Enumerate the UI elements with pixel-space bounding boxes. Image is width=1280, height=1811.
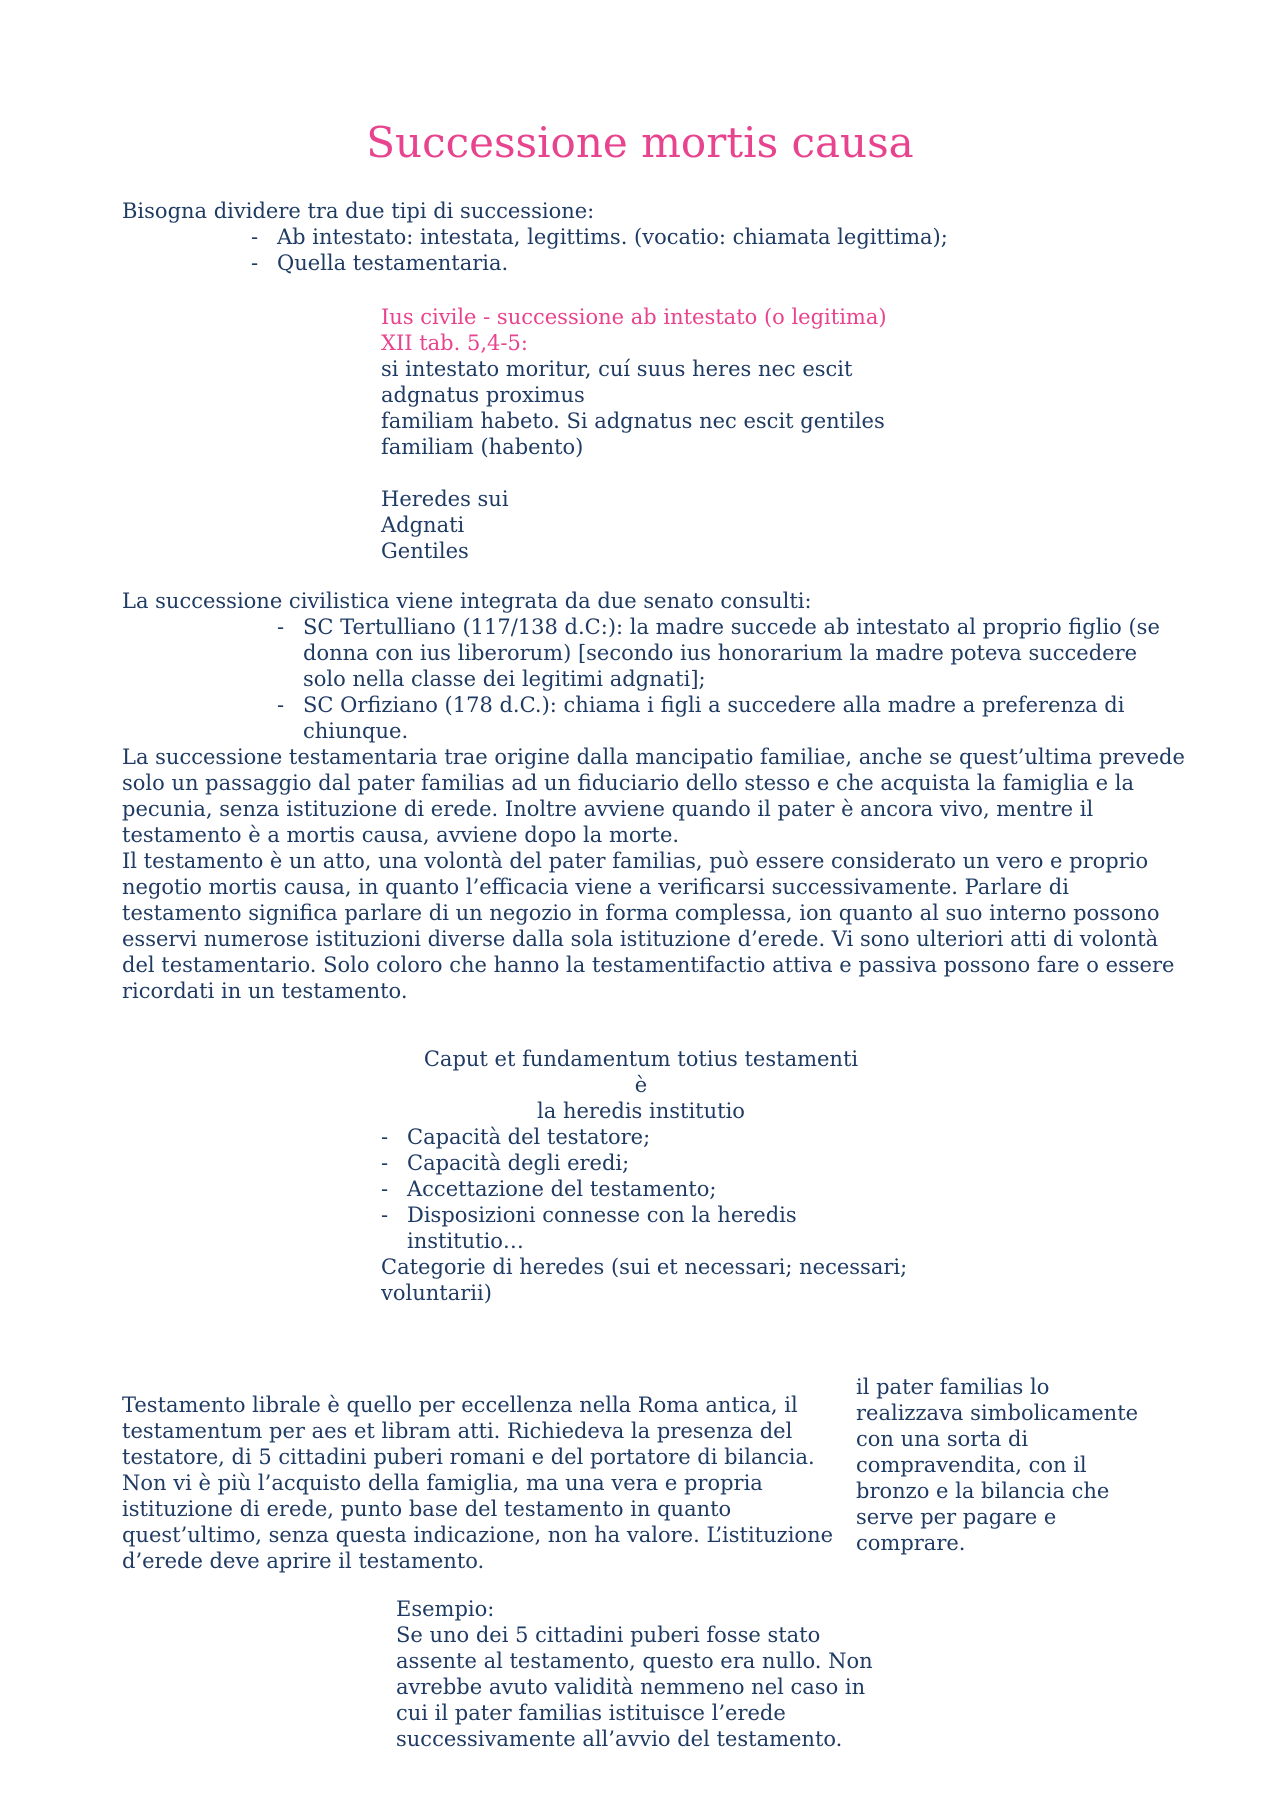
page-title: Successione mortis causa — [366, 118, 914, 167]
intro-section — [122, 198, 594, 224]
list-item: - Capacità del testatore; — [381, 1125, 651, 1149]
quote-line: familiam habeto. Si adgnatus nec escit gentiles — [381, 409, 885, 433]
paragraph-line: testamento è a mortis causa, avviene dopo la morte. — [122, 823, 680, 847]
list-item: - Accettazione del testamento; — [381, 1177, 717, 1201]
paragraph-line: testamento significa parlare di un negozio in forma complessa, ion quanto al suo interno possono — [122, 901, 1160, 925]
paragraph-line: d’erede deve aprire il testamento. — [122, 1549, 485, 1573]
list-item: - Capacità degli eredi; — [381, 1151, 630, 1175]
caput-heading: Caput et fundamentum totius testamenti è la heredis institutio — [423, 1047, 859, 1123]
paragraph-line: negotio mortis causa, in quanto l’efficacia viene a verificarsi successivamente. Parlare di — [122, 875, 1069, 899]
testamentaria-paragraph — [122, 744, 1185, 1004]
paragraph-line: solo un passaggio dal pater familias ad un fiduciario dello stesso e che acquista la famiglia e la — [122, 771, 1135, 795]
paragraph-line: pecunia, senza istituzione di erede. Inoltre avviene quando il pater è ancora vivo, mentre il — [122, 797, 1094, 821]
heir-class: Heredes sui — [381, 487, 509, 511]
paragraph-line: Testamento librale è quello per eccellenza nella Roma antica, il — [122, 1393, 798, 1417]
xii-heading: Ius civile - successione ab intestato (o legitima) — [381, 305, 887, 329]
list-item: - SC Tertulliano (117/138 d.C:): la madre succede ab intestato al proprio figlio (se donna con ius liberorum) [secondo ius honorarium la madre poteva succedere solo nella classe dei legitimi adgnati]; — [277, 615, 1160, 691]
list-item: - Quella testamentaria. — [251, 251, 509, 275]
heir-class: Gentiles — [381, 539, 469, 563]
caput-list — [381, 1124, 797, 1254]
example-block: Esempio: Se uno dei 5 cittadini puberi fosse stato assente al testamento, questo era nullo. Non avrebbe avuto validità nemmeno nel caso in cui il pater familias istituisce l’erede successivamente all’avvio del testamento. — [396, 1597, 873, 1751]
heredes-categories: Categorie di heredes (sui et necessari; necessari; voluntarii) — [381, 1255, 908, 1305]
paragraph-line: ricordati in un testamento. — [122, 979, 408, 1003]
paragraph-line: Il testamento è un atto, una volontà del pater familias, può essere considerato un vero e proprio — [122, 849, 1149, 873]
quote-line: adgnatus proximus — [381, 383, 585, 407]
paragraph-line: testamentum per aes et libram atti. Richiedeva la presenza del — [122, 1419, 793, 1443]
intro-list — [251, 224, 948, 276]
paragraph-line: istituzione di erede, punto base del testamento in quanto — [122, 1497, 732, 1521]
xii-tables-block — [381, 304, 887, 564]
paragraph-line: Non vi è più l’acquisto della famiglia, ma una vera e propria — [122, 1471, 763, 1495]
paragraph-line: La successione testamentaria trae origine dalla mancipatio familiae, anche se quest’ultima prevede — [122, 745, 1185, 769]
quote-line: familiam (habento) — [381, 435, 584, 459]
librale-paragraph — [122, 1392, 833, 1574]
list-item: - Ab intestato: intestata, legittims. (vocatio: chiamata legittima); — [251, 225, 948, 249]
side-note: il pater familias lo realizzava simbolicamente con una sorta di compravendita, con il bronzo e la bilancia che serve per pagare e comprare. — [856, 1375, 1139, 1555]
xii-reference: XII tab. 5,4-5: — [381, 331, 528, 355]
list-item: - Disposizioni connesse con la heredis institutio… — [381, 1203, 797, 1253]
paragraph-line: testatore, di 5 cittadini puberi romani e del portatore di bilancia. — [122, 1445, 815, 1469]
paragraph-line: esservi numerose istituzioni diverse dalla sola istituzione d’erede. Vi sono ulteriori atti di volontà — [122, 927, 1159, 951]
quote-line: si intestato moritur, cuí suus heres nec escit — [381, 357, 853, 381]
senato-line: La successione civilistica viene integrata da due senato consulti: — [122, 589, 812, 613]
paragraph-line: quest’ultimo, senza questa indicazione, non ha valore. L’istituzione — [122, 1523, 834, 1547]
intro-line: Bisogna dividere tra due tipi di successione: — [122, 199, 595, 223]
example-label: Esempio: — [396, 1597, 495, 1621]
heir-class: Adgnati — [381, 513, 465, 537]
senato-section — [122, 588, 812, 614]
paragraph-line: del testamentario. Solo coloro che hanno la testamentifactio attiva e passiva possono fare o essere — [122, 953, 1175, 977]
list-item: - SC Orfiziano (178 d.C.): chiama i figli a succedere alla madre a preferenza di chiunque. — [277, 693, 1125, 743]
senato-list — [277, 614, 1160, 744]
